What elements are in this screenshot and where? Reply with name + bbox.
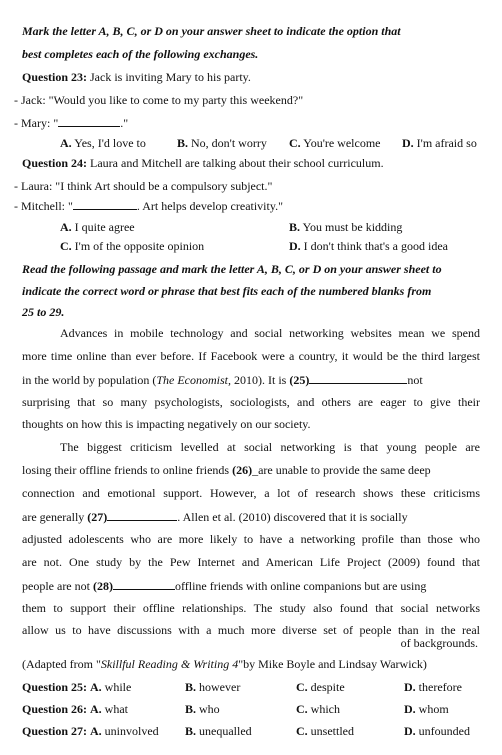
source-text: (Adapted from "	[22, 657, 101, 671]
passage-line	[22, 464, 431, 476]
question-text: Jack is inviting Mary to his party.	[87, 70, 251, 84]
answer-blank	[113, 579, 175, 590]
question-label: Question 24:	[22, 156, 88, 170]
option-text: while	[104, 680, 132, 694]
option-text: You're welcome	[303, 136, 381, 150]
option-letter: C.	[60, 239, 72, 253]
option-letter: B.	[185, 680, 197, 694]
option-text: I quite agree	[74, 220, 135, 234]
option-text: unequalled	[199, 724, 252, 738]
source-text: "by Mike Boyle and Lindsay Warwick)	[238, 657, 427, 671]
passage-text: in the world by population (	[22, 373, 157, 387]
passage-line: thoughts on how this is impacting negatively on our society.	[22, 417, 311, 431]
option-letter: B.	[185, 724, 197, 738]
option-text: whom	[418, 702, 449, 716]
option-b	[177, 137, 267, 149]
blank-number: (25)	[289, 373, 310, 387]
passage-text: people are not	[22, 579, 93, 593]
passage-text: losing their offline friends to online friends	[22, 463, 233, 477]
passage-line: adjusted adolescents who are more likely to have a networking profile than those who	[22, 532, 480, 546]
option-c	[296, 725, 354, 737]
passage-line: are not. One study by the Pew Internet and American Life Project (2009) found that	[22, 555, 480, 569]
option-d	[289, 240, 448, 252]
option-text: I'm of the opposite opinion	[74, 239, 205, 253]
instruction-line: 25 to 29.	[22, 305, 65, 319]
option-text: who	[199, 702, 220, 716]
option-a	[90, 725, 159, 737]
option-letter: C.	[296, 724, 308, 738]
dialogue-text: . Art helps develop creativity."	[136, 199, 283, 213]
option-letter: B.	[177, 136, 189, 150]
option-letter: C.	[289, 136, 301, 150]
option-a	[90, 681, 131, 693]
option-d	[404, 725, 470, 737]
option-letter: A.	[60, 220, 72, 234]
option-b	[289, 221, 402, 233]
passage-text: offline friends with online companions but are using	[174, 579, 427, 593]
instruction-line: indicate the correct word or phrase that best fits each of the numbered blanks from	[22, 284, 432, 298]
option-text: what	[104, 702, 128, 716]
option-text: No, don't worry	[191, 136, 267, 150]
passage-text: _are unable to provide the same deep	[252, 463, 431, 477]
option-a	[90, 703, 128, 715]
option-a	[60, 137, 146, 149]
option-letter: D.	[289, 239, 301, 253]
option-text: which	[310, 702, 340, 716]
option-text: despite	[310, 680, 345, 694]
option-text: unfounded	[418, 724, 470, 738]
blank-number: (28)	[92, 579, 113, 593]
option-letter: C.	[296, 680, 308, 694]
dialogue-line-jack: - Jack: "Would you like to come to my party this weekend?"	[14, 93, 304, 107]
dialogue-text: - Mitchell: "	[14, 199, 73, 213]
option-d	[404, 681, 462, 693]
passage-line: them to support their offline relationships. The study also found that social networks	[22, 601, 480, 615]
question-23-stem	[22, 71, 251, 83]
blank-number: (26)	[232, 463, 253, 477]
option-letter: D.	[404, 724, 416, 738]
option-text: therefore	[418, 680, 462, 694]
answer-blank	[309, 373, 407, 384]
dialogue-text: - Mary: "	[14, 116, 59, 130]
passage-line	[22, 510, 408, 523]
option-letter: A.	[90, 702, 102, 716]
instruction-line: Mark the letter A, B, C, or D on your answer sheet to indicate the option that	[22, 24, 401, 38]
passage-line: allow us to have discussions with a much more diverse set of people than in the real	[22, 623, 480, 637]
dialogue-line-mary	[14, 116, 128, 129]
dialogue-text: ."	[120, 116, 129, 130]
source-title: Skillful Reading & Writing 4	[100, 657, 239, 671]
instruction-line: best completes each of the following exchanges.	[22, 47, 259, 61]
option-b	[185, 725, 252, 737]
option-d	[402, 137, 477, 149]
answer-blank	[107, 510, 177, 521]
source-title: The Economist,	[156, 373, 231, 387]
question-label: Question 27:	[22, 724, 88, 738]
option-letter: B.	[185, 702, 197, 716]
option-letter: C.	[296, 702, 308, 716]
option-letter: D.	[402, 136, 414, 150]
option-text: unsettled	[310, 724, 354, 738]
option-text: You must be kidding	[302, 220, 403, 234]
answer-blank	[73, 199, 137, 210]
option-b	[185, 703, 220, 715]
question-label: Question 26:	[22, 702, 88, 716]
question-label: Question 23:	[22, 70, 88, 84]
option-letter: A.	[90, 680, 102, 694]
passage-text: are generally	[22, 510, 88, 524]
option-b	[185, 681, 240, 693]
option-c	[296, 703, 340, 715]
passage-line	[22, 579, 426, 592]
option-text: however	[199, 680, 241, 694]
passage-line: surprising that so many psychologists, sociologists, and others are eager to give their	[22, 395, 480, 409]
option-text: Yes, I'd love to	[74, 136, 146, 150]
dialogue-line-mitchell	[14, 199, 283, 212]
passage-text: not	[407, 373, 423, 387]
option-letter: A.	[90, 724, 102, 738]
passage-line: more time online than ever before. If Facebook were a country, it would be the third largest	[22, 349, 480, 363]
passage-line: The biggest criticism levelled at social networking is that young people are	[60, 440, 480, 454]
option-letter: D.	[404, 702, 416, 716]
passage-source	[22, 658, 427, 670]
dialogue-line-laura: - Laura: "I think Art should be a compulsory subject."	[14, 179, 273, 193]
instruction-line: Read the following passage and mark the letter A, B, C, or D on your answer sheet to	[22, 262, 442, 276]
option-c	[60, 240, 204, 252]
blank-number: (27)	[87, 510, 108, 524]
option-d	[404, 703, 449, 715]
answer-blank	[58, 116, 120, 127]
option-text: uninvolved	[104, 724, 159, 738]
option-c	[289, 137, 381, 149]
passage-line	[22, 373, 423, 386]
passage-line: Advances in mobile technology and social networking websites mean we spend	[60, 326, 480, 340]
option-text: I'm afraid so	[416, 136, 477, 150]
question-label: Question 25:	[22, 680, 88, 694]
option-letter: D.	[404, 680, 416, 694]
passage-line: connection and emotional support. However, a lot of research shows these criticisms	[22, 486, 480, 500]
question-24-stem	[22, 157, 384, 169]
passage-text: . Allen et al. (2010) discovered that it is socially	[177, 510, 408, 524]
question-text: Laura and Mitchell are talking about their school curriculum.	[87, 156, 384, 170]
passage-text: 2010). It is	[231, 373, 290, 387]
passage-line: of backgrounds.	[400, 636, 478, 650]
option-text: I don't think that's a good idea	[303, 239, 448, 253]
option-letter: B.	[289, 220, 301, 234]
option-c	[296, 681, 345, 693]
option-letter: A.	[60, 136, 72, 150]
option-a	[60, 221, 135, 233]
